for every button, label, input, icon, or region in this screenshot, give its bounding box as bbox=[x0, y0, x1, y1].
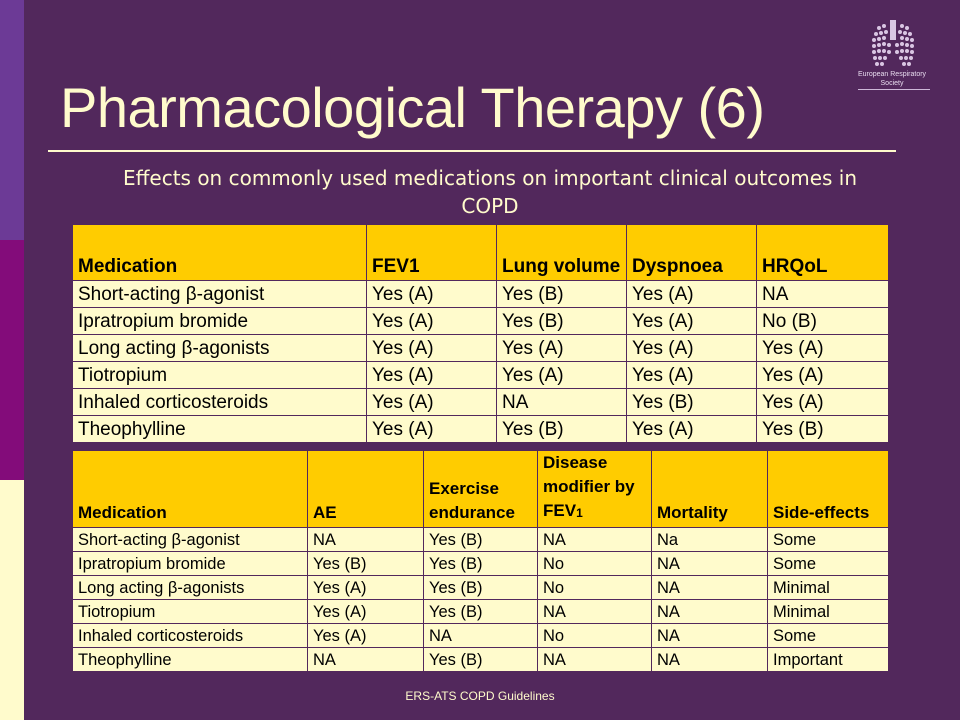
table-cell: Yes (A) bbox=[367, 362, 497, 389]
table-cell: Yes (A) bbox=[627, 281, 757, 308]
table-cell: Ipratropium bromide bbox=[73, 308, 367, 335]
table-row bbox=[73, 281, 889, 308]
table-cell: NA bbox=[652, 552, 768, 576]
table-cell: Tiotropium bbox=[73, 362, 367, 389]
table-cell: Yes (A) bbox=[757, 335, 889, 362]
table-cell: Yes (A) bbox=[308, 624, 424, 648]
table-row bbox=[73, 308, 889, 335]
table-cell: NA bbox=[308, 648, 424, 672]
table-cell: NA bbox=[497, 389, 627, 416]
table-cell: Minimal bbox=[768, 576, 889, 600]
column-header: Lung volume bbox=[497, 225, 627, 281]
table-cell: Yes (B) bbox=[627, 389, 757, 416]
table-cell: Yes (B) bbox=[497, 281, 627, 308]
column-header: Exercise endurance bbox=[424, 451, 538, 528]
table-row bbox=[73, 552, 889, 576]
column-header: FEV1 bbox=[367, 225, 497, 281]
table-cell: Yes (A) bbox=[757, 362, 889, 389]
table-cell: No (B) bbox=[757, 308, 889, 335]
column-header: AE bbox=[308, 451, 424, 528]
table-cell: NA bbox=[538, 600, 652, 624]
outcomes-table-1 bbox=[72, 224, 889, 443]
table-cell: NA bbox=[538, 648, 652, 672]
table-cell: Yes (A) bbox=[367, 389, 497, 416]
table-row bbox=[73, 335, 889, 362]
column-header bbox=[538, 451, 652, 528]
table-header-row bbox=[73, 451, 889, 528]
table-cell: Inhaled corticosteroids bbox=[73, 624, 308, 648]
table-cell: Yes (A) bbox=[627, 416, 757, 443]
table-row bbox=[73, 362, 889, 389]
table-cell: Ipratropium bromide bbox=[73, 552, 308, 576]
table-row bbox=[73, 416, 889, 443]
table-cell: NA bbox=[757, 281, 889, 308]
table-cell: Short-acting β-agonist bbox=[73, 528, 308, 552]
table-cell: Inhaled corticosteroids bbox=[73, 389, 367, 416]
table-cell: Yes (A) bbox=[627, 362, 757, 389]
table-cell: Yes (A) bbox=[627, 335, 757, 362]
table-cell: Yes (B) bbox=[757, 416, 889, 443]
table-cell: NA bbox=[652, 648, 768, 672]
column-header: Dyspnoea bbox=[627, 225, 757, 281]
column-header: Mortality bbox=[652, 451, 768, 528]
table-cell: Yes (A) bbox=[308, 600, 424, 624]
table-cell: No bbox=[538, 576, 652, 600]
table-cell: Yes (B) bbox=[424, 648, 538, 672]
outcomes-table-2 bbox=[72, 450, 889, 672]
table-cell: Yes (A) bbox=[367, 281, 497, 308]
side-band-middle bbox=[0, 240, 24, 480]
table-cell: Long acting β-agonists bbox=[73, 335, 367, 362]
table-cell: Yes (A) bbox=[497, 335, 627, 362]
table-cell: Yes (A) bbox=[367, 416, 497, 443]
table-row bbox=[73, 389, 889, 416]
table-cell: Yes (B) bbox=[424, 552, 538, 576]
table-cell: Long acting β-agonists bbox=[73, 576, 308, 600]
column-header: Side-effects bbox=[768, 451, 889, 528]
table-cell: Yes (A) bbox=[757, 389, 889, 416]
table-row bbox=[73, 576, 889, 600]
table-cell: Minimal bbox=[768, 600, 889, 624]
table-cell: Short-acting β-agonist bbox=[73, 281, 367, 308]
table-cell: Yes (B) bbox=[497, 308, 627, 335]
table-header-row bbox=[73, 225, 889, 281]
column-header: Medication bbox=[73, 451, 308, 528]
table-row bbox=[73, 624, 889, 648]
slide-subtitle: Effects on commonly used medications on important clinical outcomes in COPD bbox=[122, 166, 858, 218]
logo-rule bbox=[858, 89, 930, 90]
table-cell: Some bbox=[768, 552, 889, 576]
table-cell: Na bbox=[652, 528, 768, 552]
table-cell: Tiotropium bbox=[73, 600, 308, 624]
column-header-subscript: 1 bbox=[576, 506, 583, 520]
table-cell: Yes (B) bbox=[424, 528, 538, 552]
table-cell: NA bbox=[652, 624, 768, 648]
table-cell: Some bbox=[768, 624, 889, 648]
table-cell: Yes (B) bbox=[308, 552, 424, 576]
table-row bbox=[73, 648, 889, 672]
table-cell: NA bbox=[652, 576, 768, 600]
table-row bbox=[73, 528, 889, 552]
table-cell: Yes (B) bbox=[424, 576, 538, 600]
table-cell: NA bbox=[538, 528, 652, 552]
table-row bbox=[73, 600, 889, 624]
table-cell: No bbox=[538, 624, 652, 648]
side-band-bottom bbox=[0, 480, 24, 720]
column-header: HRQoL bbox=[757, 225, 889, 281]
table-cell: Yes (A) bbox=[367, 308, 497, 335]
table-cell: Yes (B) bbox=[424, 600, 538, 624]
table-cell: Yes (A) bbox=[627, 308, 757, 335]
table-cell: No bbox=[538, 552, 652, 576]
slide-title: Pharmacological Therapy (6) bbox=[60, 76, 765, 139]
title-underline bbox=[48, 150, 896, 152]
table-cell: Yes (A) bbox=[308, 576, 424, 600]
table-cell: Yes (A) bbox=[497, 362, 627, 389]
table-cell: Important bbox=[768, 648, 889, 672]
column-header-text: Disease modifier by FEV bbox=[543, 453, 635, 520]
table-cell: Theophylline bbox=[73, 416, 367, 443]
slide-footer: ERS-ATS COPD Guidelines bbox=[405, 689, 555, 703]
table-cell: NA bbox=[652, 600, 768, 624]
table-cell: NA bbox=[308, 528, 424, 552]
table-cell: Yes (B) bbox=[497, 416, 627, 443]
column-header: Medication bbox=[73, 225, 367, 281]
table-cell: Some bbox=[768, 528, 889, 552]
side-band-top bbox=[0, 0, 24, 240]
table-cell: Yes (A) bbox=[367, 335, 497, 362]
table-cell: Theophylline bbox=[73, 648, 308, 672]
logo-org-name: European Respiratory Society bbox=[857, 71, 927, 87]
table-cell: NA bbox=[424, 624, 538, 648]
